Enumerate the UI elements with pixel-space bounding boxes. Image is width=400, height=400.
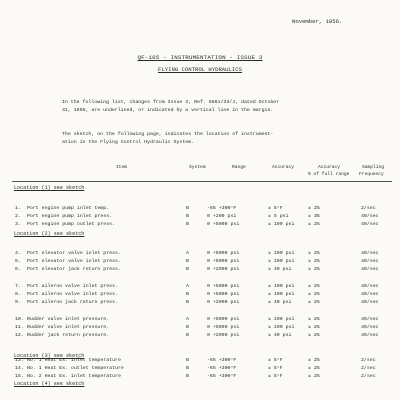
cell-system: B [186, 374, 189, 379]
cell-num: 11. [15, 325, 24, 330]
cell-freq: 40/sec [361, 214, 379, 219]
intro-line: The sketch, on the following page, indicates the location of instrument- [62, 132, 274, 137]
table-row [0, 266, 400, 274]
cell-range: -65 +300°F [207, 366, 237, 371]
cell-system: A [186, 317, 189, 322]
cell-accuracy: ± 5°F [268, 374, 283, 379]
col-header-system: System [189, 165, 206, 170]
cell-item: Port elevator jack return press. [27, 267, 121, 272]
cell-system: B [186, 222, 189, 227]
table-row [0, 316, 400, 324]
cell-accuracy: ± 40 psi [268, 267, 292, 272]
cell-pct: ± 2% [308, 374, 320, 379]
header-rule [12, 181, 392, 182]
cell-accuracy: ± 100 psi [268, 251, 295, 256]
cell-range: 0 +2000 psi [207, 333, 240, 338]
cell-freq: 2/sec [361, 366, 376, 371]
cell-range: 0 +5000 psi [207, 222, 240, 227]
intro-paragraph-1 [62, 99, 279, 115]
cell-accuracy: ± 5°F [268, 358, 283, 363]
cell-num: 14. [15, 366, 24, 371]
cell-freq: 40/sec [361, 292, 379, 297]
intro-paragraph-2 [62, 131, 273, 147]
col-header-accuracy-pct-sub: % of full range [308, 172, 350, 177]
cell-system: B [186, 292, 189, 297]
cell-system: B [186, 206, 189, 211]
table-row [0, 283, 400, 291]
cell-pct: ± 2% [308, 300, 320, 305]
cell-system: B [186, 267, 189, 272]
table-row [0, 332, 400, 340]
col-header-sampling: Sampling [362, 165, 385, 170]
cell-freq: 40/sec [361, 267, 379, 272]
cell-item: Port aileron jack return press. [27, 300, 118, 305]
cell-item: Port aileron valve inlet press. [27, 292, 118, 297]
cell-freq: 40/sec [361, 317, 379, 322]
cell-freq: 40/sec [361, 333, 379, 338]
section-title: Location (4) see sketch [14, 381, 85, 387]
cell-system: B [186, 366, 189, 371]
cell-system: B [186, 325, 189, 330]
cell-accuracy: ± 40 psi [268, 333, 292, 338]
cell-pct: ± 2% [308, 292, 320, 297]
cell-accuracy: ± 100 psi [268, 325, 295, 330]
col-header-accuracy-pct: Accuracy [318, 165, 341, 170]
cell-num: 6. [15, 267, 21, 272]
cell-accuracy: ± 5 psi [268, 214, 289, 219]
cell-item: No. 2 Heat Ex. inlet temperature [27, 374, 121, 379]
cell-item: Port aileron valve inlet press. [27, 284, 118, 289]
cell-range: 0 +2000 psi [207, 267, 240, 272]
table-row [0, 365, 400, 373]
table-row [0, 221, 400, 229]
cell-pct: ± 2% [308, 358, 320, 363]
cell-pct: ± 2% [308, 284, 320, 289]
table-row [0, 205, 400, 213]
table-row [0, 250, 400, 258]
cell-freq: 40/sec [361, 300, 379, 305]
table-row [0, 258, 400, 266]
cell-item: Rudder valve inlet pressure. [27, 325, 110, 330]
cell-range: 0 +5000 psi [207, 292, 240, 297]
cell-pct: ± 2% [308, 206, 320, 211]
cell-system: B [186, 214, 189, 219]
cell-range: -65 +300°F [207, 358, 237, 363]
cell-num: 5. [15, 259, 21, 264]
cell-accuracy: ± 5°F [268, 366, 283, 371]
section-title: Location (3) see sketch [14, 353, 85, 359]
section-title: Location (2) see sketch [14, 231, 85, 237]
cell-num: 4. [15, 251, 21, 256]
cell-item: Port engine pump inlet press. [27, 214, 113, 219]
table-row [0, 357, 400, 365]
table-row [0, 299, 400, 307]
cell-num: 13. [15, 358, 24, 363]
cell-accuracy: ± 100 psi [268, 284, 295, 289]
cell-freq: 40/sec [361, 251, 379, 256]
cell-freq: 40/sec [361, 259, 379, 264]
table-row [0, 324, 400, 332]
cell-accuracy: ± 100 psi [268, 222, 295, 227]
cell-num: 12. [15, 333, 24, 338]
col-header-sampling-sub: Frequency [359, 172, 384, 177]
table-row [0, 213, 400, 221]
cell-system: A [186, 251, 189, 256]
cell-pct: ± 2% [308, 259, 320, 264]
cell-system: B [186, 259, 189, 264]
cell-num: 15. [15, 374, 24, 379]
cell-system: B [186, 300, 189, 305]
cell-accuracy: ± 100 psi [268, 259, 295, 264]
cell-freq: 40/sec [361, 325, 379, 330]
cell-range: 0 +5000 psi [207, 259, 240, 264]
cell-item: Rudder valve inlet pressure. [27, 317, 110, 322]
cell-num: 2. [15, 214, 21, 219]
cell-freq: 2/sec [361, 206, 376, 211]
intro-line: ation in the Flying Control Hydraulic System. [62, 140, 195, 145]
cell-system: B [186, 333, 189, 338]
cell-item: Port engine pump outlet press. [27, 222, 116, 227]
cell-freq: 2/sec [361, 358, 376, 363]
cell-range: 0 +5000 psi [207, 251, 240, 256]
cell-num: 9. [15, 300, 21, 305]
cell-range: 0 +200 psi [207, 214, 237, 219]
intro-line: 31, 1955, are underlined, or indicated by a vertical line in the margin. [62, 108, 274, 113]
cell-freq: 2/sec [361, 374, 376, 379]
cell-item: Port elevator valve inlet press. [27, 259, 121, 264]
cell-freq: 40/sec [361, 222, 379, 227]
intro-line: In the following list, changes from Issue 3, Ref. 6861/33/J, dated October [62, 100, 280, 105]
cell-num: 7. [15, 284, 21, 289]
cell-range: 0 +5000 psi [207, 325, 240, 330]
cell-pct: ± 3% [308, 214, 320, 219]
table-row [0, 291, 400, 299]
cell-num: 3. [15, 222, 21, 227]
cell-range: 0 +5000 psi [207, 284, 240, 289]
cell-range: -65 +300°F [207, 206, 237, 211]
cell-num: 8. [15, 292, 21, 297]
cell-item: Port elevator valve inlet press. [27, 251, 121, 256]
document-subtitle: FLYING CONTROL HYDRAULICS [158, 66, 242, 73]
cell-freq: 40/sec [361, 284, 379, 289]
cell-num: 1. [15, 206, 21, 211]
col-header-accuracy: Accuracy [272, 165, 295, 170]
section-title: Location (1) see sketch [14, 185, 85, 191]
cell-item: Port engine pump inlet temp. [27, 206, 110, 211]
cell-accuracy: ± 5°F [268, 206, 283, 211]
col-header-item: Item [116, 165, 128, 170]
cell-system: A [186, 284, 189, 289]
cell-num: 10. [15, 317, 24, 322]
cell-item: Rudder jack return pressure. [27, 333, 110, 338]
cell-pct: ± 2% [308, 366, 320, 371]
document-date: November, 1956. [292, 18, 343, 25]
table-row [0, 373, 400, 381]
cell-pct: ± 2% [308, 251, 320, 256]
cell-item: No. 1 Heat Ex. inlet temperature [27, 358, 121, 363]
cell-accuracy: ± 100 psi [268, 292, 295, 297]
cell-pct: ± 2% [308, 317, 320, 322]
cell-accuracy: ± 40 psi [268, 300, 292, 305]
cell-pct: ± 2% [308, 333, 320, 338]
cell-range: -65 +300°F [207, 374, 237, 379]
cell-pct: ± 2% [308, 222, 320, 227]
cell-pct: ± 2% [308, 267, 320, 272]
cell-system: B [186, 358, 189, 363]
cell-item: No. 1 Heat Ex. outlet temperature [27, 366, 124, 371]
cell-accuracy: ± 100 psi [268, 317, 295, 322]
cell-range: 0 +2000 psi [207, 300, 240, 305]
cell-range: 0 +5000 psi [207, 317, 240, 322]
cell-pct: ± 2% [308, 325, 320, 330]
document-title: QF-105 - INSTRUMENTATION - ISSUE 3 [137, 54, 263, 61]
col-header-range: Range [232, 165, 246, 170]
